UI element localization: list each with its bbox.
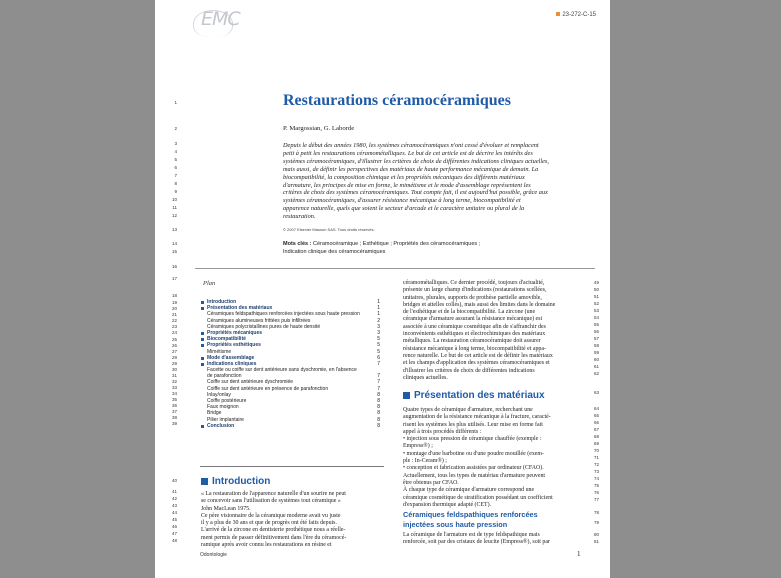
paragraph-line: associée à une céramique cosmétique afin de s'affranchir des [403, 323, 546, 330]
toc-entry-title: Coiffe sur dent antérieure en présence de parafonction [207, 385, 329, 392]
line-number: 67 [593, 427, 599, 432]
page-number: 1 [577, 550, 581, 558]
toc-entry-page: 7 [377, 379, 380, 386]
toc-entry-title: de parafonction [207, 373, 242, 380]
paragraph-line: unitaires, plurales, supports de prothèse partielle amovible, [403, 294, 542, 301]
line-number: 19 [171, 300, 177, 305]
line-number: 12 [171, 213, 177, 218]
paragraph-line: appel à trois procédés différents : [403, 428, 482, 435]
line-number: 42 [171, 496, 177, 501]
paragraph-line: John MacLean 1975. [201, 505, 251, 512]
line-number: 33 [171, 385, 177, 390]
presentation-body [403, 407, 553, 509]
line-number: 60 [593, 357, 599, 362]
toc-entry-page: 8 [377, 422, 380, 429]
abstract-line: systèmes céramocéramiques, d'illustrer les critères de choix de différentes indications cliniques actuelles, [283, 157, 549, 165]
abstract-line: restauration. [283, 213, 316, 221]
orange-square-icon [556, 12, 560, 16]
paragraph-line: ramique après avoir connu les restaurations en résine et [201, 542, 332, 549]
bullet-square-icon [201, 332, 204, 335]
line-number: 23 [171, 324, 177, 329]
toc-entry-page: 1 [377, 311, 380, 318]
paragraph-line: bridges et attelles collés), mais aussi des limites dans le domaine [403, 301, 556, 308]
bullet-square-icon [201, 425, 204, 428]
reference-code [556, 12, 596, 18]
line-number: 75 [593, 483, 599, 488]
line-number: 37 [171, 409, 177, 414]
reference-text: 23-272-C-15 [562, 12, 596, 18]
line-number: 55 [593, 322, 599, 327]
line-number: 20 [171, 306, 177, 311]
line-number: 28 [171, 355, 177, 360]
line-number: 36 [171, 403, 177, 408]
paragraph-line: d'expansion thermique adapté (CET). [403, 501, 492, 508]
toc-entry-title: Bridge [207, 410, 222, 417]
line-number: 32 [171, 379, 177, 384]
toc-entry-page: 1 [377, 299, 380, 305]
toc-entry-page: 7 [377, 373, 380, 380]
line-number: 64 [593, 406, 599, 411]
line-number: 52 [593, 301, 599, 306]
toc-entry-page: 8 [377, 398, 380, 404]
line-number: 11 [172, 205, 177, 210]
line-number: 58 [593, 343, 599, 348]
paragraph-line: se concevoir sans l'utilisation de systèmes tout céramique » [201, 498, 341, 505]
presentation-heading-text: Présentation des matériaux [414, 390, 545, 401]
paragraph-line: • montage d'une barbotine ou d'une poudre mouillée (exem- [403, 450, 544, 457]
toc-entry-title: Faux moignon [207, 404, 239, 411]
abstract [283, 142, 549, 221]
abstract-line: petit à petit les restaurations céramométalliques. Le but de cet article est de décrire les intérêts des [283, 149, 533, 157]
toc-entry-page: 6 [377, 354, 380, 361]
toc-entry-page: 7 [377, 360, 380, 367]
emc-logo: EMC [201, 8, 240, 30]
abstract-line: apparence naturelle, quels que soient le secteur d'arcade et le caractère unitaire ou plural de la [283, 205, 525, 213]
line-number: 6 [174, 165, 177, 170]
paragraph-line: céramométalliques. Ce dernier procédé, toujours d'actualité, [403, 280, 545, 286]
heading-square-icon [201, 478, 208, 485]
paragraph-line: Actuellement, tous les types de matériau d'armature peuvent [403, 472, 546, 479]
table-of-contents [201, 299, 383, 429]
paragraph-line: ple : In-Ceram®) ; [403, 458, 447, 465]
subsection-heading-line2: injectées sous haute pression [403, 519, 508, 529]
toc-entry-title: Coiffe postérieure [207, 398, 247, 404]
paragraph-line: L'arrivé de la zircone en dentisterie prothétique nous a réelle- [201, 527, 346, 534]
line-number: 24 [171, 330, 177, 335]
line-number: 22 [171, 318, 177, 323]
line-number: 80 [593, 532, 599, 537]
line-number: 48 [171, 538, 177, 543]
bullet-square-icon [201, 357, 204, 360]
paragraph-line: céramique d'armature assurant la résistance mécanique) est [403, 316, 543, 323]
line-number: 35 [171, 397, 177, 402]
line-number: 77 [593, 497, 599, 502]
line-number: 38 [171, 415, 177, 420]
article-title: Restaurations céramocéramiques [283, 92, 511, 109]
line-number: 34 [171, 391, 177, 396]
keywords-label: Mots clés : [283, 241, 312, 247]
line-number: 7 [174, 173, 177, 178]
presentation-heading [403, 390, 545, 401]
paragraph-line: « La restauration de l'apparence naturelle d'un sourire ne peut [201, 491, 346, 497]
line-number: 43 [171, 503, 177, 508]
paragraph-line: risent les systèmes les plus utilisés. Leur mise en forme fait [403, 421, 543, 428]
line-number: 16 [171, 264, 177, 269]
toc-entry-title: Coiffe sur dent antérieure dyschromiée [207, 379, 294, 386]
line-number: 72 [593, 462, 599, 467]
line-number: 4 [174, 149, 177, 154]
plan-divider [200, 466, 384, 467]
line-number: 69 [593, 441, 599, 446]
abstract-line: Depuis le début des années 1980, les systèmes céramocéramiques n'ont cessé d'évoluer et remplacent [283, 142, 539, 149]
line-number: 62 [593, 371, 599, 376]
divider [195, 268, 595, 269]
line-number: 65 [593, 413, 599, 418]
subsection-heading [403, 510, 538, 529]
line-number: 66 [593, 420, 599, 425]
toc-entry-title: Céramiques feldspathiques renforcées injectées sous haute pression [207, 311, 360, 318]
abstract-line: biocompatibilité, la composition chimique et les propriétés mécaniques des différents matériaux [283, 173, 525, 181]
toc-entry-title: Biocompatibilité [207, 336, 246, 343]
toc-entry-title: Indications cliniques [207, 360, 257, 367]
line-number: 17 [171, 276, 177, 281]
introduction-heading-text: Introduction [212, 476, 271, 487]
paragraph-line: Ce père visionnaire de la céramique moderne avait vu juste [201, 512, 341, 519]
paragraph-line: Empress®) ; [403, 443, 433, 450]
keywords-line2: Indication clinique des céramocéramiques [283, 249, 386, 255]
column2-body [403, 280, 587, 382]
paragraph-line: • conception et fabrication assistées par ordinateur (CFAO). [403, 465, 544, 472]
subsection-heading-line1: Céramiques feldspathiques renforcées [403, 510, 538, 519]
introduction-heading [201, 476, 270, 487]
toc-entry-page: 1 [377, 305, 380, 312]
line-number: 25 [171, 337, 177, 342]
toc-entry-page: 7 [377, 385, 380, 392]
paragraph-line: d'illustrer les critères de choix de différentes indications [403, 367, 535, 374]
abstract-line: critères de choix des systèmes céramocéramiques. Tout compte fait, il est aujourd'hui possible, grâce aux [283, 189, 548, 197]
toc-entry-title: Céramiques polycristallines pures de haute densité [207, 323, 321, 330]
paragraph-line: À chaque type de céramique d'armature correspond une [403, 487, 535, 494]
toc-entry-title: Propriétés mécaniques [207, 329, 263, 336]
line-number: 21 [171, 312, 177, 317]
line-number: 49 [593, 280, 599, 285]
paragraph-line: et les champs d'application des systèmes céramocéramiques et [403, 360, 550, 367]
toc-entry-title: Céramiques alumineuses frittées puis infiltrées [207, 317, 311, 324]
toc-entry-title: Pilier implantaire [207, 416, 244, 423]
toc-entry-page: 3 [377, 323, 380, 330]
paragraph-line: ment permis de passer définitivement dans l'ère du céramocé- [201, 534, 347, 541]
toc-entry-title: Mimétisme [207, 348, 232, 355]
line-number: 8 [174, 181, 177, 186]
paragraph-line: inconvénients esthétiques et électrochimiques des matériaux [403, 331, 546, 338]
keywords-line1: Céramocéramique ; Esthétique ; Propriétés des céramocéramiques ; [312, 241, 481, 247]
line-number: 26 [171, 343, 177, 348]
line-number: 74 [593, 476, 599, 481]
paragraph-line: métalliques. La restauration céramocéramique doit assurer [403, 338, 541, 345]
line-number: 71 [593, 455, 599, 460]
toc-entry-page: 5 [377, 336, 380, 343]
line-number: 50 [593, 287, 599, 292]
heading-square-icon [403, 392, 410, 399]
line-number: 40 [171, 478, 177, 483]
line-number: 70 [593, 448, 599, 453]
line-number: 31 [171, 373, 177, 378]
line-number: 18 [171, 293, 177, 298]
line-number: 51 [593, 294, 599, 299]
bullet-square-icon [201, 338, 204, 341]
line-number: 79 [593, 520, 599, 525]
toc-entry-title: Introduction [207, 299, 237, 305]
line-number: 1 [174, 100, 177, 105]
paragraph-line: rence naturelle. Le but de cet article est de définir les matériaux [403, 352, 553, 359]
line-number: 15 [171, 249, 177, 254]
document-page [155, 0, 610, 578]
toc-entry-title: Propriétés esthétiques [207, 342, 261, 349]
line-number: 9 [174, 189, 177, 194]
paragraph-line: être obtenus par CFAO. [403, 479, 459, 486]
toc-entry-title: Présentation des matériaux [207, 305, 273, 312]
line-number: 56 [593, 329, 599, 334]
line-number: 46 [171, 524, 177, 529]
paragraph-line: renforcée, soit par des cristaux de leucite (Empress®), soit par [403, 539, 550, 546]
introduction-body [201, 491, 385, 549]
bullet-square-icon [201, 363, 204, 366]
line-number: 78 [593, 510, 599, 515]
line-number: 61 [593, 364, 599, 369]
paragraph-line: augmentation de la résistance mécanique à la fracture, caracté- [403, 414, 551, 421]
paragraph-line: présente un large champ d'indications (restaurations scellées, [403, 287, 547, 294]
toc-entry-page: 8 [377, 391, 380, 398]
line-number: 76 [593, 490, 599, 495]
toc-entry-page: 8 [377, 404, 380, 411]
toc-entry-title: Inlay/onlay [207, 391, 231, 398]
toc-entry-page: 5 [377, 348, 380, 355]
toc-entry-page: 8 [377, 416, 380, 423]
line-number: 54 [593, 315, 599, 320]
toc-entry[interactable] [201, 423, 383, 429]
line-number: 2 [174, 126, 177, 131]
footer-journal: Odontologie [200, 552, 227, 558]
bullet-square-icon [201, 344, 204, 347]
line-number: 73 [593, 469, 599, 474]
line-number: 30 [171, 367, 177, 372]
abstract-line: mais aussi, de définir les perspectives des matériaux de haute performance mécanique de demain. La [283, 165, 539, 173]
line-number: 47 [171, 531, 177, 536]
paragraph-line: de l'esthétique et de la biocompatibilité. La zircone (une [403, 309, 536, 316]
line-number: 45 [171, 517, 177, 522]
line-number: 53 [593, 308, 599, 313]
toc-entry-page: 3 [377, 329, 380, 336]
toc-entry-title: Facette ou coiffe sur dent antérieure sans dyschromie, en l'absence [207, 367, 357, 374]
abstract-line: systèmes céramocéramiques, d'assurer résistance mécanique à long terme, biocompatibilité et [283, 197, 521, 205]
line-number: 3 [174, 141, 177, 146]
line-number: 41 [171, 489, 177, 494]
paragraph-line: • injection sous pression de céramique chauffée (exemple : [403, 436, 542, 443]
copyright: © 2007 Elsevier Masson SAS. Tous droits réservés. [283, 227, 375, 232]
line-number: 27 [171, 349, 177, 354]
line-number: 57 [593, 336, 599, 341]
line-number: 81 [593, 539, 599, 544]
toc-entry-title: Mode d'assemblage [207, 354, 255, 361]
line-number: 44 [171, 510, 177, 515]
line-number: 14 [171, 241, 177, 246]
toc-entry-title: Conclusion [207, 422, 235, 429]
toc-entry-page: 8 [377, 410, 380, 417]
paragraph-line: Quatre types de céramique d'armature, recherchant une [403, 407, 533, 413]
paragraph-line: résistance mécanique à long terme, biocompatibilité et appa- [403, 345, 546, 352]
line-number: 39 [171, 421, 177, 426]
toc-entry-page: 5 [377, 342, 380, 349]
paragraph-line: La céramique de l'armature est de type feldspathique mais [403, 532, 540, 538]
line-number: 63 [593, 390, 599, 395]
line-number: 29 [171, 361, 177, 366]
line-number: 68 [593, 434, 599, 439]
bullet-square-icon [201, 307, 204, 310]
authors: P. Margossian, G. Laborde [283, 125, 355, 132]
paragraph-line: cliniques actuelles. [403, 374, 448, 381]
line-number: 10 [171, 197, 177, 202]
line-number: 59 [593, 350, 599, 355]
toc-entry-page: 2 [377, 317, 380, 324]
keywords [283, 240, 480, 256]
subsection-body [403, 532, 550, 547]
paragraph-line: il y a plus de 30 ans et que de progrès ont été faits depuis. [201, 520, 337, 527]
paragraph-line: céramique cosmétique de stratification possédant un coefficient [403, 494, 553, 501]
bullet-square-icon [201, 301, 204, 304]
line-number: 13 [171, 227, 177, 232]
plan-title: Plan [203, 280, 216, 287]
line-number: 5 [174, 157, 177, 162]
abstract-line: d'armature, les principes de mise en forme, le mimétisme et le mode d'assemblage représentent les [283, 181, 531, 189]
